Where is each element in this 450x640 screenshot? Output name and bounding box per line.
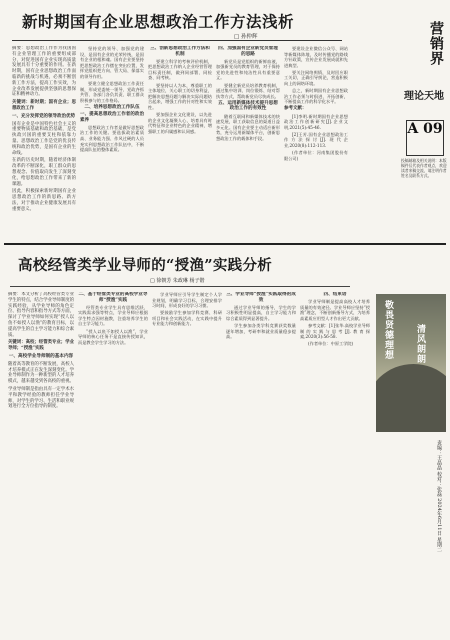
section-heading: 四、加强国有企业新党员管理的思路 (218, 46, 278, 57)
paragraph: 学业导师制是提高高校人才培养质量的有效途径。学业导师应坚持“授渔”理念，不断创新指导方式，为培养高素质应用型人才作出更大贡献。 (300, 299, 370, 321)
reference: [2]王芳.国有企业思想政治工作方法探讨[J].现代企业,2020(8):112-113. (284, 131, 348, 148)
paragraph: 总之，新时期国有企业思想政治工作必须与时俱进、开拓创新，不断提高工作的科学化水平。 (284, 88, 348, 105)
newspaper-logo: 营销界 (428, 20, 444, 66)
photo-calligraphy-1: 敬畏贤德理想 (383, 300, 393, 360)
section-heading: 二、培养思想政治工作队伍 (84, 104, 140, 110)
section-heading: 一、充分发挥党的领导政治优势 (12, 113, 75, 119)
paragraph: 学业导师应引导学生制定个人学业规划，明确学习目标，合理安排学习时间，形成良好的学习习惯。 (152, 292, 222, 309)
sub-heading: 一、提高思想政治工作者的政治素养 (80, 112, 144, 123)
photo-hill-shape (376, 364, 446, 432)
section-heading: 四、结束语 (323, 292, 347, 297)
paragraph: 学业导师制是指由具有一定学术水平和教学经验的教师担任学业导师，对学生的学习、生活和职业规划进行全方位指导的制度。 (8, 386, 74, 410)
keywords: 关键词：高校；经管类专业；学业导师；“授渔”实践 (8, 340, 74, 352)
section-name: 理论天地 (404, 91, 444, 102)
section-heading: 五、运用新媒体技术提升思想政治工作的有效性 (218, 100, 278, 112)
article-1-author: □ 孙仲辉 (234, 34, 258, 40)
reference: [1]李明.新时期国有企业思想政治工作创新研究[J].企业文明,2021(5):45-46. (284, 113, 348, 130)
section-heading: 三、创新思想政治工作方法和机制 (150, 46, 210, 57)
paragraph: 要健全新党员培养教育机制，通过集中培训、岗位锻炼、结对帮扶等方式，帮助新党员尽快成长。 (216, 82, 280, 99)
article-2-authors: □ 徐朝芳 朱政琳 杨子锴 (150, 278, 205, 284)
article-1-column-3 (148, 46, 212, 240)
abstract: 摘要：思想政治工作作为我国国有企业管理工作的重要组成部分，对促进国有企业实现高质量发展具有十分重要的作用。在新时期，国有企业思想政治工作面临新的挑战与机遇，必须不断创新工作方法，提高工作实效，为企业改革发展提供坚强的思想保证和精神动力。 (12, 46, 76, 98)
paragraph: 经管类专业学生具有思维活跃、实践需求强等特点，学业导师应根据学生特点因材施教，注重培养学生的自主学习能力。 (78, 304, 148, 327)
article-1-column-4 (216, 46, 280, 240)
paragraph: 随着高等教育的不断发展，高校人才培养模式正在发生深刻变化。学业导师制作为一种新型的人才培养模式，越来越受到各高校的重视。 (8, 361, 74, 385)
abstract: 摘要：本文分析了高校经管类专业学生的特点，结合学业导师制度的实践经验，从学业导师的角色定位、指导内容和指导方式等方面，探讨了学业导师如何实现“授人以鱼不如授人以渔”的教育目标，以提高学生的自主学习能力和综合素质。 (8, 292, 74, 338)
author-affiliation: (作者单位：河南集团股份有限公司) (284, 150, 348, 161)
title-rule (12, 40, 342, 41)
title-rule (10, 286, 350, 287)
page-number: A 09 (406, 120, 444, 156)
article-1 (4, 4, 399, 242)
edition-dateline: 责编：王晶晶 校对：张磊 2024年6月11日 星期二 (436, 440, 442, 553)
keywords: 关键词：新时期；国有企业；思想政治工作 (12, 100, 76, 111)
article-2-title: 高校经管类学业导师的“授渔”实践分析 (18, 257, 273, 274)
illustration-photo (376, 294, 446, 432)
article-2-column-5 (300, 292, 370, 634)
paragraph: 要关注网络舆情，及时回应职工关切，正确引导舆论，营造积极向上的网络环境。 (284, 69, 348, 87)
paragraph: 要加强企业文化建设，以先进的企业文化凝聚人心，培育具有时代特征和企业特色的企业精神，增强职工的归属感和认同感。 (148, 112, 212, 134)
paragraph: 要鼓励学生参加学科竞赛、科研项目和社会实践活动，在实践中提升专业能力和创新能力。 (152, 310, 222, 327)
masthead (398, 0, 450, 240)
photo-calligraphy-2: 清风朗朗 (415, 324, 425, 364)
paragraph: 要建立科学的考核评价机制，把思想政治工作纳入企业经营管理目标责任制，做到同部署、同检查、同考核。 (148, 58, 212, 81)
paragraph: 随着互联网和新媒体技术的快速发展，职工获取信息的渠道日益多元化。国有企业要主动适应新形势，充分运用新媒体平台，创新思想政治工作的载体和手段。 (216, 113, 280, 141)
paragraph: 在新的历史时期，随着经济体制改革的不断深化，职工群众的思想观念、价值取向发生了深刻变化，给思想政治工作带来了新的课题。 (12, 158, 76, 187)
paragraph: 学生参加各类学科竞赛获奖数量逐年增加，考研率和就业质量稳步提高。 (226, 322, 296, 340)
article-1-column-5 (284, 46, 348, 240)
article-1-column-1 (12, 46, 76, 240)
masthead-notes: 投稿邮箱及相关说明：本版稿件仅代表作者观点，欢迎读者来稿交流，请注明作者姓名及联系方式。 (401, 158, 447, 178)
article-2-column-1 (8, 292, 74, 634)
paragraph: 要坚持以人为本，尊重职工的主体地位，关心职工的切身利益，把解决思想问题与解决实际问题结合起来，增强工作的针对性和实效性。 (148, 82, 212, 110)
paragraph: 国有企业是中国特色社会主义的重要物质基础和政治基础，是党执政兴国的重要支柱和依靠力量。思想政治工作是党的优良传统和政治优势，是国有企业的生命线。 (12, 121, 76, 156)
paragraph: 要建设企业微信公众号、网站等新媒体阵地，及时传播党的路线方针政策，宣传企业发展成就和先进典型。 (284, 46, 348, 68)
paragraph: 因此，积极探索新时期国有企业思想政治工作的新思路、新方法，对于推动企业健康发展具有重要意义。 (12, 189, 76, 212)
paragraph: “授人以鱼不如授人以渔”，学业导师的核心任务不是直接传授知识，而是教会学生学习的方法。 (78, 328, 148, 345)
paragraph: 新党员是党组织的新鲜血液，加强新党员的教育管理，对于保持党的先进性和纯洁性具有重要意义。 (216, 58, 280, 81)
references-title: 参考文献： (284, 106, 307, 112)
section-heading: 三、学业导师“授渔”实践取得的成效 (226, 292, 296, 303)
paragraph: 要建立健全思想政治工作责任制，形成党委统一领导、党政齐抓共管、各部门各负其责、职工群众积极参与的工作格局。 (80, 81, 144, 103)
paragraph: 通过学业导师的指导，学生的学习积极性明显提高，自主学习能力和综合素质得到显著提升。 (226, 304, 296, 321)
article-1-title: 新时期国有企业思想政治工作方法浅析 (22, 12, 295, 31)
article-2-column-4 (226, 292, 296, 634)
paragraph: 坚持党的领导、加强党的建设，是国有企业的光荣传统，是国有企业的根和魂。国有企业要坚持把思想政治工作摆在突出位置，发挥党组织把方向、管大局、保落实的领导作用。 (80, 46, 144, 79)
section-heading: 二、基于经管类专业的高校学业导师“授渔”实践 (78, 292, 148, 303)
author-affiliation: (作者单位：中原工学院) (308, 341, 354, 347)
article-1-column-2 (80, 46, 144, 240)
section-divider (4, 243, 446, 245)
paragraph: 思想政治工作者是做好思想政治工作的关键。要选拔政治素质高、业务能力强、作风过硬的人员充实到思想政治工作队伍中，不断提高队伍的整体素质。 (80, 124, 144, 153)
article-2-column-3 (152, 292, 222, 634)
article-2-column-2 (78, 292, 148, 634)
section-heading: 一、高校学业导师制的基本内容 (8, 353, 74, 359)
paragraph: 参考文献：[1]张华.高校学业导师制的实践与思考[J].教育探索,2020(3):56-58. (300, 322, 370, 340)
